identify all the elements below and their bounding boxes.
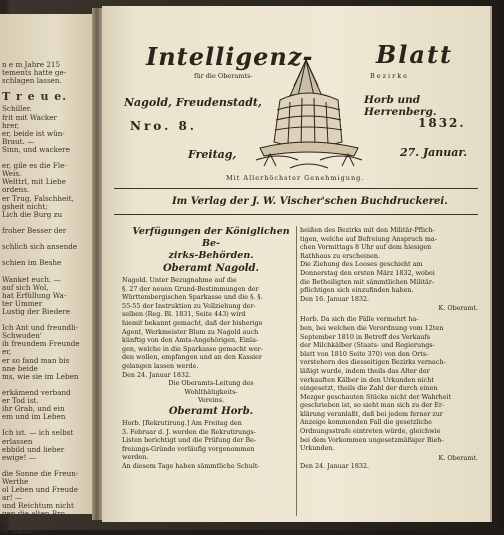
issue-weekday: Freitag, bbox=[188, 148, 237, 161]
left-page-line: er Trug, Falschheit, bbox=[2, 193, 74, 203]
left-page-line: nne beide bbox=[2, 363, 38, 373]
left-page-line: Braut. — bbox=[2, 136, 35, 146]
right-page bbox=[102, 6, 490, 522]
left-page-line: ar! — bbox=[2, 493, 23, 503]
left-page-line: ebbild und lieber bbox=[2, 444, 65, 454]
left-page-line: Ich Ant und freundli- bbox=[2, 323, 79, 333]
left-page-line: Weis. bbox=[2, 169, 22, 179]
section-title-nagold: Oberamt Nagold. bbox=[162, 263, 260, 274]
left-page-line: Lustig der Biedere bbox=[2, 306, 71, 316]
left-page bbox=[0, 14, 96, 535]
left-page-line: er so fand man bis bbox=[2, 355, 70, 365]
left-page-line: er, beide ist wün- bbox=[2, 128, 65, 138]
left-page-line: ms, wie sie im Leben bbox=[2, 371, 79, 381]
masthead-places-left: Nagold, Freudenstadt, bbox=[124, 96, 262, 109]
right-column bbox=[300, 226, 478, 472]
left-page-line: tements hatte ge- bbox=[2, 68, 67, 78]
left-page-line: Werthe bbox=[2, 477, 29, 486]
issue-year: 1832. bbox=[418, 116, 466, 130]
left-page-line: Schwuden' bbox=[2, 331, 42, 341]
left-page-line: gen die alten Bro bbox=[2, 509, 65, 519]
notice-calves-date: Den 24. Januar 1832. bbox=[300, 461, 370, 470]
left-page-line: erkämend verband bbox=[2, 387, 71, 397]
left-page-line: gsheit nicht; bbox=[2, 201, 48, 211]
notice-nagold-signature: Die Oberamts-Leitung des Wohlthätigkeits- Vereins. bbox=[168, 379, 254, 405]
left-page-line: Schiller. bbox=[2, 104, 32, 114]
beehive-emblem-icon bbox=[250, 56, 368, 176]
publisher-line: Im Verlag der J. W. Vischer'schen Buchdruckerei. bbox=[172, 196, 448, 207]
notice-nagold-text: Nagold. Unter Bezugnahme auf die §. 27 der neuen Grund-Bestimmungen der Württembergischen Sparkasse und die §. §. 55-55 der Instruktion zu Vollziehung der- selben (Reg. Bl. 1831, Seite 443) wird hiemit bekannt gemacht, daß der bisherige Agent, Werkmeister Blum zu Nagold auch künftig von den Amts-Angehörigen, Einla- gen, welche in die Sparkasse gemacht wer- den wollen, empfangen und an den Kassier gelangen lassen werde. bbox=[122, 276, 263, 370]
left-page-line: ih freundem Freunde bbox=[2, 339, 80, 349]
left-page-line: froher Besser der bbox=[2, 225, 67, 235]
left-page-line: ewige! — bbox=[2, 452, 36, 462]
left-page-line: schien im Beshe bbox=[2, 258, 62, 268]
notice-horb-recruit-text: Horb. [Rekrutirung.] Am Freitag den 3. Februar d. J. werden die Rekrutirungs- Listen berichtigt und die Prüfung der Be- freiungs-Gründe vorläufig vorgenommen werden. An diesem Tage haben sämmtliche Schult- bbox=[122, 418, 260, 470]
left-page-line: Sinn, und wackere bbox=[2, 144, 70, 154]
masthead-rule-top bbox=[114, 188, 478, 189]
ordinances-heading: Verfügungen der Königlichen Be- zirks-Behörden. bbox=[132, 226, 290, 261]
left-page-line: n e m Jahre 215 bbox=[2, 60, 61, 69]
masthead-places-right: Horb und Herrenberg. bbox=[364, 94, 437, 118]
left-column bbox=[122, 226, 300, 470]
left-page-line: Herz freundlich die bbox=[2, 517, 73, 527]
masthead-subtitle-left: für die Oberamts- bbox=[194, 72, 253, 80]
masthead-title-right: Blatt bbox=[376, 40, 454, 69]
permission-line: Mit Allerhöchster Genehmigung. bbox=[226, 174, 365, 182]
masthead-rule-bottom bbox=[114, 214, 478, 215]
section-title-horb: Oberamt Horb. bbox=[168, 405, 254, 417]
notice-recruit-signature: K. Oberamt. bbox=[438, 304, 478, 313]
left-page-line: er, bbox=[2, 347, 12, 357]
left-page-line: er hand! — bbox=[2, 525, 43, 535]
masthead-subtitle-right: Bezirke bbox=[370, 72, 410, 80]
left-page-line: er, gile es die Fle- bbox=[2, 161, 67, 171]
notice-recruit-continued-text: heißen des Bezirks mit den Militär-Pflich- tigen, welche auf Befreiung Anspruch ma- chen Vormittags 8 Uhr auf dem hiesigen Rathhaus zu erscheinen. Die Ziehung des Looses geschieht am Donnerstag den ersten März 1832, wobei die Betheiligten mit sämmtlichen Militär- pflichtigen sich einzufinden haben. bbox=[300, 226, 437, 295]
notice-calves-signature: K. Oberamt. bbox=[438, 453, 478, 462]
left-page-line: frit mit Wacker bbox=[2, 112, 57, 122]
left-page-line: Wanket euch. — bbox=[2, 274, 61, 284]
left-page-line: hrer, bbox=[2, 120, 20, 130]
left-page-line: die Sonne die Freun- bbox=[2, 468, 79, 478]
left-page-line: auf sich Wol, bbox=[2, 282, 49, 292]
left-page-line: ter Ummer bbox=[2, 298, 43, 308]
left-page-line: erlassen bbox=[2, 436, 33, 446]
notice-nagold-date: Den 24. Januar 1832. bbox=[122, 370, 192, 379]
left-page-line: Welttrl, mit Liebe bbox=[2, 177, 66, 187]
left-page-line: schlich sich ansende bbox=[2, 242, 78, 252]
left-page-line: ordens. bbox=[2, 185, 30, 195]
left-page-line: T r e u e. bbox=[2, 90, 68, 104]
left-page-line: Lich die Burg zu bbox=[2, 209, 63, 219]
left-page-line: hat Erfüllung Wa- bbox=[2, 290, 67, 300]
left-page-line: ihr Grab, und ein bbox=[2, 404, 65, 414]
left-page-line: und Reichtum nicht bbox=[2, 501, 74, 511]
issue-date: 27. Januar. bbox=[400, 146, 468, 159]
issue-number: Nro. 8. bbox=[130, 119, 197, 133]
notice-calves-text: Horb. Da sich die Fälle vermehrt ha- ben, bei welchen die Verordnung vom 12ten September 1810 in Betreff des Verkaufs der Milchkälber (Staats- und Regierungs- blatt von 1810 Seite 370) von den Orts- vorstehern des diesseitigen Bezirks vernach- läßigt wurde, indem theils das Alter der verkauften Kälber in den Urkunden nicht eingesetzt, theils die Zahl der durch einen Mezger geschauten Stücke nicht der Wahrheit geschrieben ist, so sieht man sich zu der Er- klärung veranlaßt, daß bei jedem ferner zur Anzeige kommenden Fall die gesetzliche Ordnungsstrafe eintreten würde, gleichwie bei dem Vorkommen ungesetzmäßiger Bieh- Urkunden. bbox=[300, 315, 452, 453]
left-page-line: Ich ist. — ich selbst bbox=[2, 428, 74, 438]
left-page-line: ol Leben und Freude bbox=[2, 485, 79, 495]
left-page-line: schlagen lassen. bbox=[2, 76, 62, 86]
masthead-title-left: Intelligenz- bbox=[146, 42, 314, 71]
left-page-line: em und im Leben bbox=[2, 412, 66, 422]
left-page-line: er Tod ist. bbox=[2, 396, 39, 405]
notice-recruit-date: Den 16. Januar 1832. bbox=[300, 294, 370, 303]
